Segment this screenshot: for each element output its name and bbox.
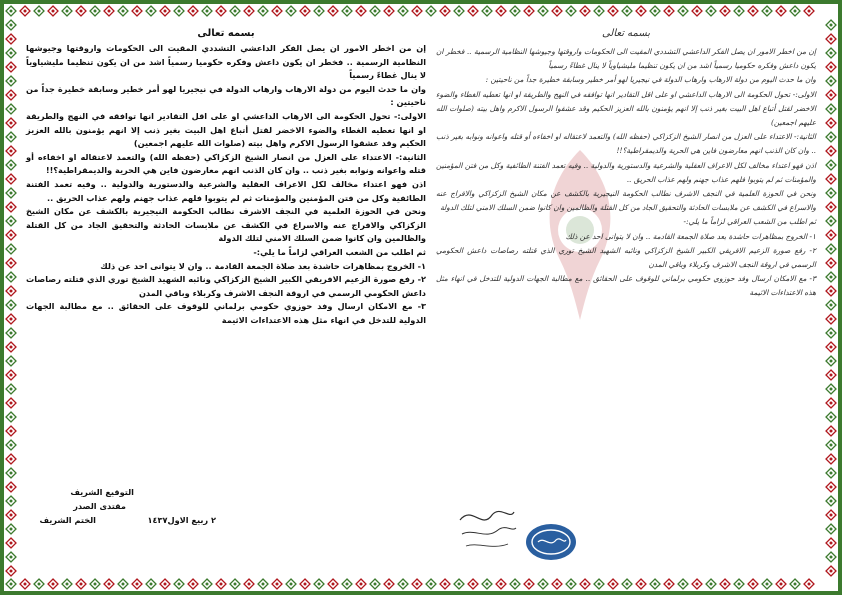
border-ornament-icon [4,256,18,270]
border-ornament-icon [824,564,838,577]
border-ornament-icon [312,577,326,591]
border-ornament-icon [4,298,18,312]
border-ornament-icon [60,577,74,591]
border-ornament-icon [410,4,424,18]
border-ornament-icon [354,4,368,18]
border-ornament-icon [4,536,18,550]
border-ornament-icon [4,158,18,172]
border-ornament-icon [824,144,838,158]
border-ornament-icon [228,4,242,18]
border-ornament-icon [4,340,18,354]
border-ornament-icon [270,577,284,591]
border-ornament-icon [438,4,452,18]
handwritten-signature [452,500,522,560]
border-ornament-icon [368,4,382,18]
border-ornament-icon [824,256,838,270]
border-ornament-icon [4,200,18,214]
border-ornament-icon [824,130,838,144]
handwritten-paragraph: ثم اطلب من الشعب العراقي لزاماً ما يلي:- [683,217,816,227]
border-ornament-icon [4,214,18,228]
border-ornament-icon [438,577,452,591]
handwritten-list-item: ٢- رفع صورة الزعيم الافريقي الكبير الشيخ الزكزاكي ونائبه الشهيد الشيخ توري الذي قتلته رصاصات داعش الحكومي الرسمي في اروقة النجف الاشرف وكربلاء وباقي المدن [436,245,816,270]
border-ornament-icon [824,214,838,228]
border-ornament-icon [214,577,228,591]
border-ornament-icon [494,4,508,18]
border-ornament-icon [824,452,838,466]
border-ornament-icon [564,4,578,18]
border-ornament-icon [396,577,410,591]
border-ornament-icon [802,4,816,18]
border-ornament-icon [4,452,18,466]
typed-paragraph: ونحن في الحوزة العلمية في النجف الاشرف نطالب الحكومة النيجيرية بالكشف عن مكان الشيخ الزكزاكي والافراج عنه والاسراع في الكشف عن ملابسات الحادثة والتحقيق الجاد من كل القتلة والظالمين وان كانوا ضمن السلك الامني لتلك الدولة [26,206,426,244]
border-ornament-icon [74,4,88,18]
seal-label: الختم الشريف [39,515,96,525]
border-ornament-icon [824,228,838,242]
border-ornament-icon [4,522,18,536]
border-ornament-icon [4,144,18,158]
border-ornament-icon [536,4,550,18]
border-ornament-icon [4,326,18,340]
handwritten-list-item: ١- الخروج بمظاهرات حاشدة بعد صلاة الجمعة القادمة .. وان لا يتوانى احد عن ذلك [565,231,816,241]
border-ornament-icon [774,577,788,591]
border-ornament-icon [718,577,732,591]
border-ornament-icon [564,577,578,591]
border-ornament-icon [396,4,410,18]
border-ornament-icon [824,312,838,326]
border-ornament-icon [228,577,242,591]
border-ornament-icon [592,4,606,18]
border-ornament-icon [824,74,838,88]
border-ornament-icon [824,270,838,284]
border-ornament-icon [424,577,438,591]
border-ornament-icon [102,4,116,18]
border-ornament-icon [704,577,718,591]
border-ornament-icon [74,577,88,591]
border-ornament-icon [662,4,676,18]
border-ornament-icon [326,4,340,18]
border-ornament-icon [824,522,838,536]
border-ornament-icon [312,4,326,18]
border-ornament-icon [4,228,18,242]
border-ornament-icon [746,577,760,591]
border-ornament-icon [824,18,838,32]
border-ornament-icon [824,396,838,410]
border-ornament-icon [284,4,298,18]
border-ornament-icon [4,46,18,60]
border-ornament-icon [88,4,102,18]
border-ornament-icon [824,550,838,564]
border-ornament-icon [824,200,838,214]
border-ornament-icon [144,4,158,18]
border-ornament-icon [824,424,838,438]
border-ornament-icon [4,396,18,410]
border-ornament-icon [382,577,396,591]
border-ornament-icon [578,577,592,591]
border-ornament-icon [200,577,214,591]
border-ornament-icon [760,577,774,591]
border-ornament-icon [200,4,214,18]
date-label: ٢ ربيع الاول١٤٣٧ [147,515,216,525]
border-ornament-icon [4,410,18,424]
border-ornament-icon [4,102,18,116]
typed-list-item: ١- الخروج بمظاهرات حاشدة بعد صلاة الجمعة القادمة .. وان لا يتوانى احد عن ذلك [100,260,426,271]
border-ornament-icon [634,4,648,18]
ornamental-border-right [824,18,838,577]
handwritten-paragraph: ونحن في الحوزة العلمية في النجف الاشرف نطالب الحكومة النيجيرية بالكشف عن مكان الشيخ الزكزاكي والافراج عنه والاسراع في الكشف عن ملابسات الحادثة والتحقيق الجاد من كل القتلة والظالمين وان كانوا ضمن السلك الامني لتلك الدولة [436,189,816,213]
border-ornament-icon [824,536,838,550]
border-ornament-icon [368,577,382,591]
border-ornament-icon [284,577,298,591]
border-ornament-icon [466,577,480,591]
border-ornament-icon [452,577,466,591]
border-ornament-icon [732,577,746,591]
border-ornament-icon [4,480,18,494]
border-ornament-icon [746,4,760,18]
border-ornament-icon [648,4,662,18]
border-ornament-icon [382,4,396,18]
typed-paragraph: وان ما حدث اليوم من دولة الارهاب وارهاب الدولة في نيجيريا لهو أمر خطير وسابقة خطيرة جداً من ناحيتين : [26,83,426,108]
border-ornament-icon [18,4,32,18]
border-ornament-icon [788,577,802,591]
typed-list-item: ٢- رفع صورة الزعيم الافريقي الكبير الشيخ الزكزاكي ونائبه الشهيد الشيخ توري الذي قتلته رصاصات داعش الحكومي الرسمي في اروقة النجف الاشرف وكربلاء وباقي المدن [26,274,426,298]
border-ornament-icon [480,577,494,591]
typed-basmala: بسمه تعالى [197,28,255,39]
typed-list-item: ٣- مع الامكان ارسال وفد حوزوي حكومي برلماني للوقوف على الحقائق .. مع مطالبة الجهات الدولية للتدخل في انهاء مثل هذه الاعتداءات الاثيمة [26,301,426,325]
border-ornament-icon [4,354,18,368]
border-ornament-icon [522,4,536,18]
border-ornament-icon [340,4,354,18]
border-ornament-icon [452,4,466,18]
border-ornament-icon [592,577,606,591]
border-ornament-icon [4,88,18,102]
border-ornament-icon [704,4,718,18]
border-ornament-icon [172,4,186,18]
ornamental-border-left [4,18,18,577]
signer-name: مقتدى الصدر [73,501,126,511]
border-ornament-icon [298,577,312,591]
border-ornament-icon [690,577,704,591]
border-ornament-icon [4,242,18,256]
border-ornament-icon [824,242,838,256]
border-ornament-icon [298,4,312,18]
border-ornament-icon [32,4,46,18]
border-ornament-icon [172,577,186,591]
border-ornament-icon [4,466,18,480]
border-ornament-icon [466,4,480,18]
border-ornament-icon [774,4,788,18]
border-ornament-icon [550,4,564,18]
border-ornament-icon [824,494,838,508]
typed-paragraph: الاولى:- تحول الحكومة الى الارهاب الداعشي او على اقل التقادير انها توافقه في النهج والطريقة او انها تعطيه الغطاء والضوء الاخضر لقتل أتباع اهل البيت بغير ذنب إلا انهم يؤمنون بالله العزيز الحكيم وقد عشقوا الرسول الاكرم واهل بيته (صلوات الله عليهم اجمعين) [26,110,426,149]
border-ornament-icon [824,354,838,368]
border-ornament-icon [4,60,18,74]
border-ornament-icon [326,577,340,591]
border-ornament-icon [4,382,18,396]
border-ornament-icon [18,577,32,591]
border-ornament-icon [4,74,18,88]
typed-paragraph: الثانية:- الاعتداء على العزل من انصار الشيخ الزكزاكي (حفظه الله) والتعمد لاعتقاله او اخفاءه أو قتله واعوانه ونوابه بغير ذنب .. وان كان الذنب انهم معارضون فاين هي الحرية والديمقراطية؟!! [26,151,426,176]
border-ornament-icon [32,577,46,591]
typed-paragraph: اذن فهو اعتداء مخالف لكل الاعراف العقلية والشرعية والدستورية والدولية .. وفيه تعمد الفتنة الطائفية وكل من فتن المؤمنين والمؤمنات ثم لم يتوبوا فلهم عذاب جهنم ولهم عذاب الحريق .. [26,178,426,203]
border-ornament-icon [802,577,816,591]
border-ornament-icon [690,4,704,18]
border-ornament-icon [620,4,634,18]
border-ornament-icon [824,480,838,494]
border-ornament-icon [824,88,838,102]
border-ornament-icon [4,116,18,130]
handwritten-paragraph: إن من اخطر الامور ان يصل الفكر الداعشي التشددي المقيت الى الحكومات واروقتها وجيوشها النظامية الرسمية .. فخطر ان يكون داعش وفكره حكوميا رسمياً اشد من ان يكون تنظيما مليشياوياً لا ينال غطاءً رسمياً [436,47,816,71]
border-ornament-icon [578,4,592,18]
handwritten-paragraph: الاولى:- تحول الحكومة الى الارهاب الداعشي او على اقل التقادير انها توافقه في النهج والطريقة او انها تعطيه الغطاء والضوء الاخضر لقتل أتباع اهل البيت بغير ذنب إلا انهم يؤمنون بالله العزيز الحكيم وقد عشقوا الرسول الاكرم واهل بيته (صلوات الله عليهم اجمعين) [436,89,816,128]
border-ornament-icon [354,577,368,591]
border-ornament-icon [242,4,256,18]
border-ornament-icon [4,508,18,522]
border-ornament-icon [130,577,144,591]
border-ornament-icon [824,438,838,452]
border-ornament-icon [788,4,802,18]
border-ornament-icon [4,424,18,438]
border-ornament-icon [718,4,732,18]
border-ornament-icon [634,577,648,591]
handwritten-basmala: بسمه تعالى [601,28,651,39]
ornamental-border-top [4,4,838,18]
border-ornament-icon [522,577,536,591]
border-ornament-icon [824,116,838,130]
typed-paragraph: ثم اطلب من الشعب العراقي لزاماً ما يلي:- [253,246,426,257]
border-ornament-icon [4,270,18,284]
border-ornament-icon [824,382,838,396]
border-ornament-icon [4,4,18,18]
signature-label: التوقيع الشريف [70,487,134,497]
border-ornament-icon [824,298,838,312]
border-ornament-icon [4,438,18,452]
border-ornament-icon [214,4,228,18]
border-ornament-icon [732,4,746,18]
border-ornament-icon [550,577,564,591]
ornamental-border-bottom [4,577,838,591]
border-ornament-icon [116,4,130,18]
border-ornament-icon [4,494,18,508]
border-ornament-icon [676,4,690,18]
border-ornament-icon [824,284,838,298]
border-ornament-icon [606,577,620,591]
border-ornament-icon [536,577,550,591]
border-ornament-icon [46,577,60,591]
border-ornament-icon [256,4,270,18]
border-ornament-icon [824,158,838,172]
border-ornament-icon [824,186,838,200]
border-ornament-icon [158,577,172,591]
border-ornament-icon [116,577,130,591]
border-ornament-icon [270,4,284,18]
border-ornament-icon [242,577,256,591]
official-stamp [524,522,578,562]
border-ornament-icon [340,577,354,591]
border-ornament-icon [256,577,270,591]
border-ornament-icon [824,326,838,340]
border-ornament-icon [130,4,144,18]
border-ornament-icon [144,577,158,591]
border-ornament-icon [662,577,676,591]
border-ornament-icon [508,577,522,591]
border-ornament-icon [824,410,838,424]
handwritten-list-item: ٣- مع الامكان ارسال وفد حوزوي حكومي برلماني للوقوف على الحقائق .. مع مطالبة الجهات الدولية للتدخل في انهاء مثل هذه الاعتداءات الاثيمة [436,274,816,298]
border-ornament-icon [102,577,116,591]
border-ornament-icon [4,564,18,577]
handwritten-paragraph: اذن فهو اعتداء مخالف لكل الاعراف العقلية والشرعية والدستورية والدولية .. وفيه تعمد الفتنة الطائفية وكل من فتن المؤمنين والمؤمنات ثم لم يتوبوا فلهم عذاب جهنم ولهم عذاب الحريق .. [436,160,816,184]
border-ornament-icon [4,284,18,298]
border-ornament-icon [60,4,74,18]
border-ornament-icon [186,577,200,591]
border-ornament-icon [824,368,838,382]
border-ornament-icon [824,102,838,116]
border-ornament-icon [824,172,838,186]
border-ornament-icon [4,368,18,382]
border-ornament-icon [46,4,60,18]
border-ornament-icon [760,4,774,18]
border-ornament-icon [186,4,200,18]
border-ornament-icon [158,4,172,18]
border-ornament-icon [824,32,838,46]
border-ornament-icon [4,312,18,326]
border-ornament-icon [480,4,494,18]
border-ornament-icon [824,508,838,522]
handwritten-paragraph: وان ما حدث اليوم من دولة الارهاب وارهاب الدولة في نيجيريا لهو أمر خطير وسابقة خطيرة جداً من ناحيتين : [485,75,816,85]
border-ornament-icon [4,186,18,200]
border-ornament-icon [676,577,690,591]
border-ornament-icon [424,4,438,18]
border-ornament-icon [4,172,18,186]
border-ornament-icon [824,60,838,74]
border-ornament-icon [410,577,424,591]
border-ornament-icon [508,4,522,18]
border-ornament-icon [4,577,18,591]
border-ornament-icon [4,18,18,32]
handwritten-statement [436,28,816,567]
border-ornament-icon [88,577,102,591]
border-ornament-icon [494,577,508,591]
border-ornament-icon [620,577,634,591]
border-ornament-icon [606,4,620,18]
border-ornament-icon [4,32,18,46]
border-ornament-icon [4,550,18,564]
typed-paragraph: إن من اخطر الامور ان يصل الفكر الداعشي التشددي المقيت الى الحكومات واروقتها وجيوشها النظامية الرسمية .. فخطر ان يكون داعش وفكره حكوميا رسمياً اشد من ان يكون تنظيما مليشياوياً لا ينال غطاءً رسمياً [26,43,426,81]
handwritten-paragraph: الثانية:- الاعتداء على العزل من انصار الشيخ الزكزاكي (حفظه الله) والتعمد لاعتقاله او اخفاءه أو قتله واعوانه ونوابه بغير ذنب .. وان كان الذنب انهم معارضون فاين هي الحرية والديمقراطية؟!! [436,132,816,156]
border-ornament-icon [824,46,838,60]
border-ornament-icon [4,130,18,144]
border-ornament-icon [824,466,838,480]
typed-signature-block [26,487,426,557]
border-ornament-icon [648,577,662,591]
border-ornament-icon [824,340,838,354]
